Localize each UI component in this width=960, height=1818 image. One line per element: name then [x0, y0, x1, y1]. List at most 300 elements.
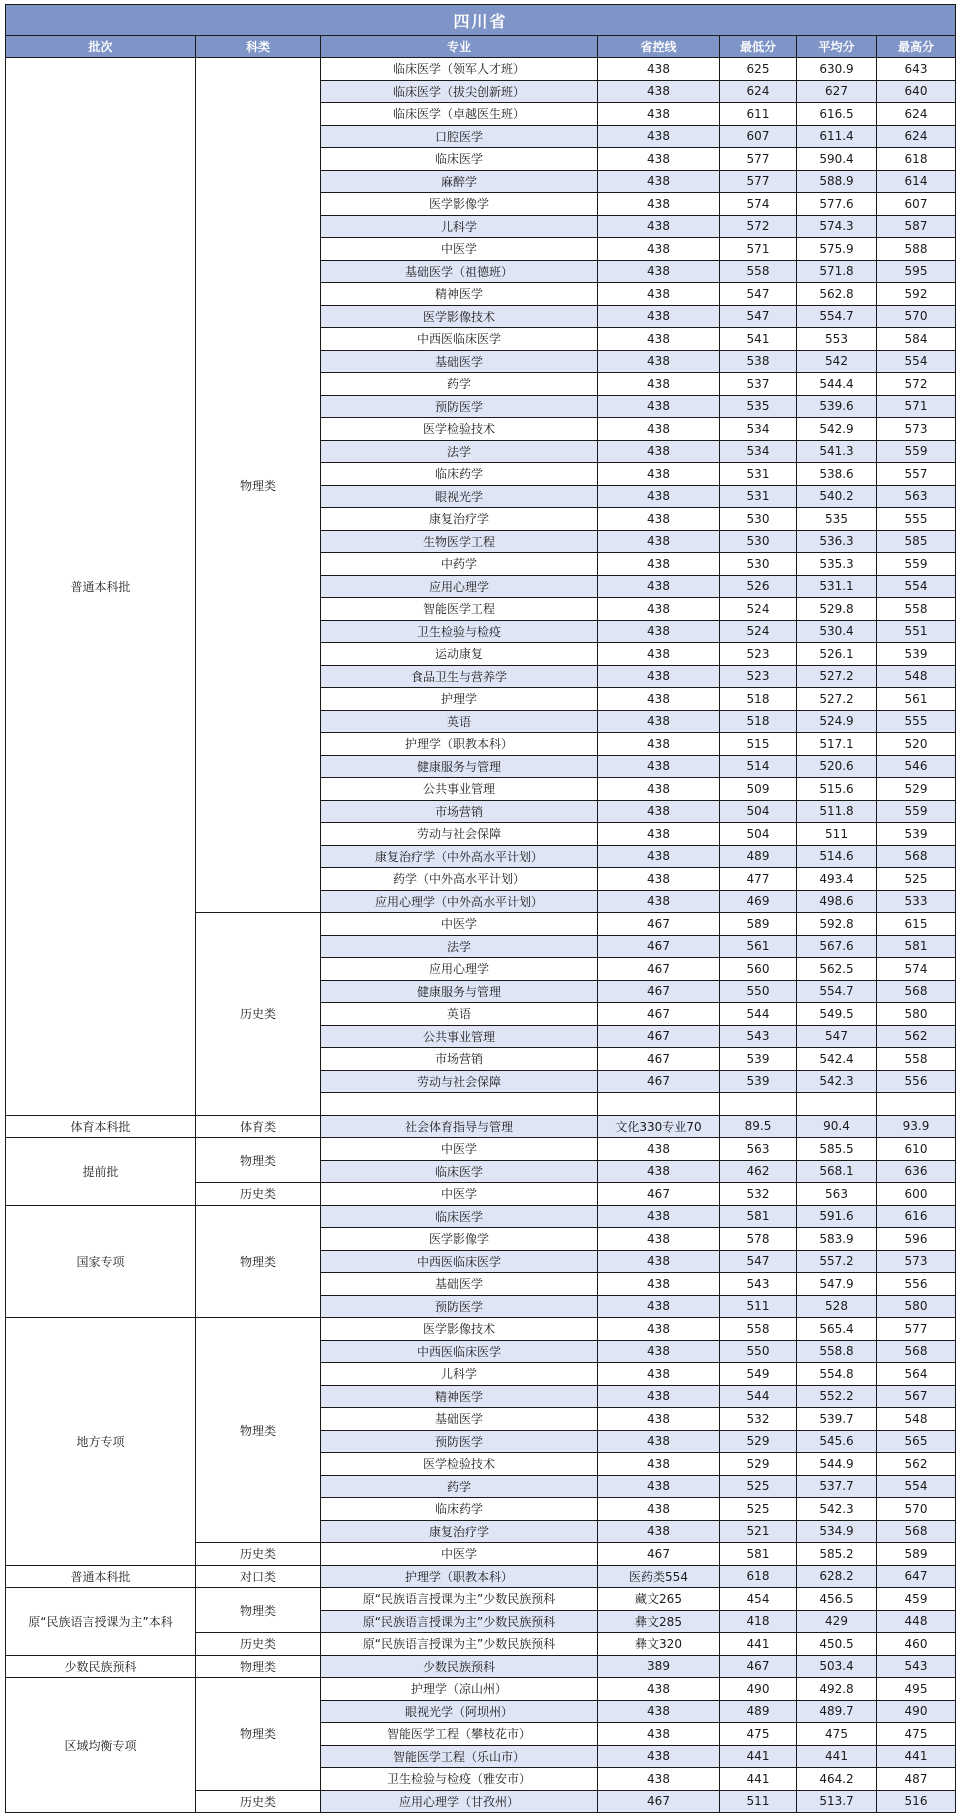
max-score-cell: 543 — [877, 1655, 956, 1678]
avg-score-cell: 527.2 — [797, 665, 877, 688]
avg-score-cell: 464.2 — [797, 1768, 877, 1791]
max-score-cell: 559 — [877, 800, 956, 823]
control-line-cell: 467 — [598, 1025, 720, 1048]
avg-score-cell: 90.4 — [797, 1115, 877, 1138]
max-score-cell: 495 — [877, 1678, 956, 1701]
major-cell: 基础医学 — [321, 1408, 598, 1431]
avg-score-cell: 554.7 — [797, 305, 877, 328]
major-cell: 中医学 — [321, 1183, 598, 1206]
major-cell: 预防医学 — [321, 1430, 598, 1453]
control-line-cell — [598, 1093, 720, 1116]
max-score-cell: 487 — [877, 1768, 956, 1791]
control-line-cell: 438 — [598, 283, 720, 306]
table-row — [6, 58, 956, 81]
max-score-cell: 640 — [877, 80, 956, 103]
avg-score-cell: 535 — [797, 508, 877, 531]
control-line-cell: 438 — [598, 755, 720, 778]
major-cell: 临床医学 — [321, 1205, 598, 1228]
control-line-cell: 438 — [598, 1700, 720, 1723]
control-line-cell: 438 — [598, 845, 720, 868]
control-line-cell: 438 — [598, 1228, 720, 1251]
control-line-cell: 438 — [598, 733, 720, 756]
min-score-cell: 530 — [720, 553, 797, 576]
max-score-cell: 643 — [877, 58, 956, 81]
min-score-cell: 571 — [720, 238, 797, 261]
max-score-cell: 600 — [877, 1183, 956, 1206]
min-score-cell: 547 — [720, 305, 797, 328]
max-score-cell — [877, 1093, 956, 1116]
major-cell: 基础医学（祖德班） — [321, 260, 598, 283]
control-line-cell: 438 — [598, 1453, 720, 1476]
category-cell: 历史类 — [196, 1633, 321, 1656]
avg-score-cell: 429 — [797, 1610, 877, 1633]
min-score-cell: 572 — [720, 215, 797, 238]
control-line-cell: 438 — [598, 1723, 720, 1746]
avg-score-cell: 571.8 — [797, 260, 877, 283]
major-cell: 精神医学 — [321, 1385, 598, 1408]
major-cell: 护理学（凉山州） — [321, 1678, 598, 1701]
control-line-cell: 438 — [598, 373, 720, 396]
avg-score-cell: 536.3 — [797, 530, 877, 553]
major-cell: 应用心理学（中外高水平计划） — [321, 890, 598, 913]
header-control-line: 省控线 — [598, 36, 720, 58]
category-cell: 对口类 — [196, 1565, 321, 1588]
min-score-cell: 544 — [720, 1385, 797, 1408]
avg-score-cell: 540.2 — [797, 485, 877, 508]
major-cell: 原“民族语言授课为主”少数民族预科 — [321, 1588, 598, 1611]
avg-score-cell: 565.4 — [797, 1318, 877, 1341]
header-avg-score: 平均分 — [797, 36, 877, 58]
major-cell: 预防医学 — [321, 395, 598, 418]
control-line-cell: 438 — [598, 1138, 720, 1161]
max-score-cell: 525 — [877, 868, 956, 891]
min-score-cell: 504 — [720, 800, 797, 823]
min-score-cell: 624 — [720, 80, 797, 103]
control-line-cell: 438 — [598, 1768, 720, 1791]
min-score-cell: 611 — [720, 103, 797, 126]
min-score-cell: 574 — [720, 193, 797, 216]
batch-cell: 普通本科批 — [6, 58, 196, 1116]
max-score-cell: 557 — [877, 463, 956, 486]
avg-score-cell: 616.5 — [797, 103, 877, 126]
major-cell: 法学 — [321, 935, 598, 958]
category-cell: 物理类 — [196, 58, 321, 913]
control-line-cell: 438 — [598, 305, 720, 328]
control-line-cell: 438 — [598, 890, 720, 913]
control-line-cell: 438 — [598, 238, 720, 261]
table-row — [6, 1678, 956, 1701]
min-score-cell: 515 — [720, 733, 797, 756]
min-score-cell: 534 — [720, 440, 797, 463]
control-line-cell: 467 — [598, 1543, 720, 1566]
max-score-cell: 546 — [877, 755, 956, 778]
category-cell: 体育类 — [196, 1115, 321, 1138]
major-cell: 应用心理学 — [321, 575, 598, 598]
control-line-cell: 467 — [598, 913, 720, 936]
header-batch: 批次 — [6, 36, 196, 58]
major-cell: 预防医学 — [321, 1295, 598, 1318]
min-score-cell: 563 — [720, 1138, 797, 1161]
max-score-cell: 580 — [877, 1003, 956, 1026]
max-score-cell: 587 — [877, 215, 956, 238]
avg-score-cell: 562.5 — [797, 958, 877, 981]
major-cell: 临床医学 — [321, 148, 598, 171]
max-score-cell: 596 — [877, 1228, 956, 1251]
avg-score-cell: 531.1 — [797, 575, 877, 598]
major-cell: 卫生检验与检疫 — [321, 620, 598, 643]
avg-score-cell: 515.6 — [797, 778, 877, 801]
max-score-cell: 615 — [877, 913, 956, 936]
avg-score-cell: 489.7 — [797, 1700, 877, 1723]
avg-score-cell: 514.6 — [797, 845, 877, 868]
control-line-cell: 467 — [598, 1183, 720, 1206]
avg-score-cell: 577.6 — [797, 193, 877, 216]
avg-score-cell: 583.9 — [797, 1228, 877, 1251]
avg-score-cell: 627 — [797, 80, 877, 103]
min-score-cell: 467 — [720, 1655, 797, 1678]
major-cell: 眼视光学（阿坝州） — [321, 1700, 598, 1723]
min-score-cell: 526 — [720, 575, 797, 598]
control-line-cell: 438 — [598, 868, 720, 891]
control-line-cell: 438 — [598, 710, 720, 733]
max-score-cell: 558 — [877, 598, 956, 621]
max-score-cell: 580 — [877, 1295, 956, 1318]
avg-score-cell: 591.6 — [797, 1205, 877, 1228]
max-score-cell: 460 — [877, 1633, 956, 1656]
major-cell: 中医学 — [321, 238, 598, 261]
avg-score-cell: 588.9 — [797, 170, 877, 193]
control-line-cell: 438 — [598, 350, 720, 373]
control-line-cell: 438 — [598, 1475, 720, 1498]
control-line-cell: 467 — [598, 935, 720, 958]
avg-score-cell: 520.6 — [797, 755, 877, 778]
avg-score-cell: 498.6 — [797, 890, 877, 913]
control-line-cell: 438 — [598, 665, 720, 688]
control-line-cell: 438 — [598, 193, 720, 216]
min-score-cell: 441 — [720, 1768, 797, 1791]
major-cell: 中西医临床医学 — [321, 328, 598, 351]
max-score-cell: 562 — [877, 1453, 956, 1476]
min-score-cell: 529 — [720, 1430, 797, 1453]
major-cell: 药学 — [321, 1475, 598, 1498]
avg-score-cell: 528 — [797, 1295, 877, 1318]
max-score-cell: 607 — [877, 193, 956, 216]
major-cell: 中药学 — [321, 553, 598, 576]
control-line-cell: 438 — [598, 1340, 720, 1363]
control-line-cell: 438 — [598, 800, 720, 823]
min-score-cell: 537 — [720, 373, 797, 396]
major-cell: 药学 — [321, 373, 598, 396]
avg-score-cell: 585.2 — [797, 1543, 877, 1566]
max-score-cell: 568 — [877, 1340, 956, 1363]
max-score-cell: 490 — [877, 1700, 956, 1723]
major-cell: 中医学 — [321, 1543, 598, 1566]
max-score-cell: 539 — [877, 823, 956, 846]
max-score-cell: 624 — [877, 125, 956, 148]
header-min-score: 最低分 — [720, 36, 797, 58]
max-score-cell: 548 — [877, 1408, 956, 1431]
control-line-cell: 438 — [598, 260, 720, 283]
major-cell: 公共事业管理 — [321, 1025, 598, 1048]
avg-score-cell: 562.8 — [797, 283, 877, 306]
major-cell: 英语 — [321, 1003, 598, 1026]
avg-score-cell: 590.4 — [797, 148, 877, 171]
major-cell: 市场营销 — [321, 1048, 598, 1071]
avg-score-cell: 554.7 — [797, 980, 877, 1003]
min-score-cell: 577 — [720, 170, 797, 193]
batch-cell: 提前批 — [6, 1138, 196, 1206]
min-score-cell: 589 — [720, 913, 797, 936]
batch-cell: 原“民族语言授课为主”本科 — [6, 1588, 196, 1656]
major-cell: 智能医学工程（乐山市） — [321, 1745, 598, 1768]
control-line-cell: 438 — [598, 170, 720, 193]
avg-score-cell: 542.4 — [797, 1048, 877, 1071]
min-score-cell: 518 — [720, 710, 797, 733]
control-line-cell: 438 — [598, 575, 720, 598]
max-score-cell: 568 — [877, 980, 956, 1003]
control-line-cell: 438 — [598, 823, 720, 846]
table-title: 四川省 — [6, 5, 956, 36]
control-line-cell: 438 — [598, 1430, 720, 1453]
min-score-cell: 521 — [720, 1520, 797, 1543]
category-cell: 历史类 — [196, 1183, 321, 1206]
min-score-cell: 441 — [720, 1633, 797, 1656]
major-cell: 眼视光学 — [321, 485, 598, 508]
category-cell: 物理类 — [196, 1205, 321, 1318]
control-line-cell: 文化330专业70 — [598, 1115, 720, 1138]
max-score-cell: 562 — [877, 1025, 956, 1048]
major-cell: 公共事业管理 — [321, 778, 598, 801]
avg-score-cell: 492.8 — [797, 1678, 877, 1701]
avg-score-cell: 511 — [797, 823, 877, 846]
avg-score-cell: 558.8 — [797, 1340, 877, 1363]
max-score-cell: 554 — [877, 350, 956, 373]
major-cell: 儿科学 — [321, 1363, 598, 1386]
control-line-cell: 彝文320 — [598, 1633, 720, 1656]
major-cell: 麻醉学 — [321, 170, 598, 193]
avg-score-cell: 542 — [797, 350, 877, 373]
control-line-cell: 438 — [598, 80, 720, 103]
max-score-cell: 610 — [877, 1138, 956, 1161]
min-score-cell: 529 — [720, 1453, 797, 1476]
max-score-cell: 554 — [877, 1475, 956, 1498]
major-cell: 护理学 — [321, 688, 598, 711]
min-score-cell: 525 — [720, 1475, 797, 1498]
max-score-cell: 570 — [877, 305, 956, 328]
major-cell: 应用心理学（甘孜州） — [321, 1790, 598, 1813]
avg-score-cell: 535.3 — [797, 553, 877, 576]
major-cell: 智能医学工程 — [321, 598, 598, 621]
control-line-cell: 438 — [598, 418, 720, 441]
max-score-cell: 584 — [877, 328, 956, 351]
avg-score-cell: 544.9 — [797, 1453, 877, 1476]
avg-score-cell: 493.4 — [797, 868, 877, 891]
min-score-cell: 525 — [720, 1498, 797, 1521]
avg-score-cell: 628.2 — [797, 1565, 877, 1588]
control-line-cell: 389 — [598, 1655, 720, 1678]
header-max-score: 最高分 — [877, 36, 956, 58]
major-cell: 基础医学 — [321, 350, 598, 373]
min-score-cell: 539 — [720, 1070, 797, 1093]
avg-score-cell: 530.4 — [797, 620, 877, 643]
major-cell: 口腔医学 — [321, 125, 598, 148]
min-score-cell: 543 — [720, 1273, 797, 1296]
min-score-cell: 538 — [720, 350, 797, 373]
min-score-cell: 550 — [720, 980, 797, 1003]
min-score-cell: 532 — [720, 1408, 797, 1431]
major-cell: 生物医学工程 — [321, 530, 598, 553]
control-line-cell: 438 — [598, 1498, 720, 1521]
max-score-cell: 585 — [877, 530, 956, 553]
major-cell: 劳动与社会保障 — [321, 1070, 598, 1093]
title-row — [6, 5, 956, 36]
min-score-cell: 549 — [720, 1363, 797, 1386]
major-cell: 医学影像学 — [321, 193, 598, 216]
avg-score-cell: 567.6 — [797, 935, 877, 958]
min-score-cell: 530 — [720, 508, 797, 531]
control-line-cell: 438 — [598, 1273, 720, 1296]
control-line-cell: 438 — [598, 620, 720, 643]
control-line-cell: 438 — [598, 395, 720, 418]
batch-cell: 普通本科批 — [6, 1565, 196, 1588]
table-row — [6, 1115, 956, 1138]
avg-score-cell: 553 — [797, 328, 877, 351]
major-cell: 健康服务与管理 — [321, 755, 598, 778]
avg-score-cell: 538.6 — [797, 463, 877, 486]
min-score-cell: 550 — [720, 1340, 797, 1363]
control-line-cell: 438 — [598, 553, 720, 576]
max-score-cell: 556 — [877, 1070, 956, 1093]
max-score-cell: 572 — [877, 373, 956, 396]
table-row — [6, 1205, 956, 1228]
avg-score-cell: 557.2 — [797, 1250, 877, 1273]
avg-score-cell: 552.2 — [797, 1385, 877, 1408]
max-score-cell: 647 — [877, 1565, 956, 1588]
max-score-cell: 573 — [877, 1250, 956, 1273]
major-cell: 护理学（职教本科） — [321, 733, 598, 756]
max-score-cell: 624 — [877, 103, 956, 126]
avg-score-cell: 503.4 — [797, 1655, 877, 1678]
min-score-cell: 489 — [720, 1700, 797, 1723]
major-cell: 儿科学 — [321, 215, 598, 238]
score-table-container — [5, 4, 955, 1813]
control-line-cell: 438 — [598, 778, 720, 801]
max-score-cell: 555 — [877, 710, 956, 733]
max-score-cell: 516 — [877, 1790, 956, 1813]
major-cell: 卫生检验与检疫（雅安市） — [321, 1768, 598, 1791]
major-cell: 运动康复 — [321, 643, 598, 666]
max-score-cell: 529 — [877, 778, 956, 801]
avg-score-cell: 585.5 — [797, 1138, 877, 1161]
max-score-cell: 589 — [877, 1543, 956, 1566]
control-line-cell: 438 — [598, 1205, 720, 1228]
control-line-cell: 438 — [598, 463, 720, 486]
min-score-cell: 535 — [720, 395, 797, 418]
major-cell: 医学影像技术 — [321, 1318, 598, 1341]
control-line-cell: 438 — [598, 440, 720, 463]
control-line-cell: 医药类554 — [598, 1565, 720, 1588]
max-score-cell: 559 — [877, 440, 956, 463]
control-line-cell: 438 — [598, 643, 720, 666]
min-score-cell: 531 — [720, 485, 797, 508]
control-line-cell: 467 — [598, 1070, 720, 1093]
min-score-cell — [720, 1093, 797, 1116]
avg-score-cell: 475 — [797, 1723, 877, 1746]
avg-score-cell: 574.3 — [797, 215, 877, 238]
max-score-cell: 568 — [877, 1520, 956, 1543]
avg-score-cell: 456.5 — [797, 1588, 877, 1611]
max-score-cell: 441 — [877, 1745, 956, 1768]
max-score-cell: 558 — [877, 1048, 956, 1071]
avg-score-cell: 554.8 — [797, 1363, 877, 1386]
control-line-cell: 467 — [598, 958, 720, 981]
min-score-cell: 532 — [720, 1183, 797, 1206]
min-score-cell: 625 — [720, 58, 797, 81]
min-score-cell: 511 — [720, 1295, 797, 1318]
category-cell: 物理类 — [196, 1588, 321, 1633]
control-line-cell: 438 — [598, 1678, 720, 1701]
min-score-cell: 462 — [720, 1160, 797, 1183]
major-cell: 法学 — [321, 440, 598, 463]
min-score-cell: 514 — [720, 755, 797, 778]
max-score-cell: 520 — [877, 733, 956, 756]
max-score-cell: 565 — [877, 1430, 956, 1453]
control-line-cell: 438 — [598, 530, 720, 553]
control-line-cell: 藏文265 — [598, 1588, 720, 1611]
max-score-cell: 618 — [877, 148, 956, 171]
max-score-cell: 93.9 — [877, 1115, 956, 1138]
avg-score-cell: 630.9 — [797, 58, 877, 81]
category-cell: 历史类 — [196, 1543, 321, 1566]
max-score-cell: 571 — [877, 395, 956, 418]
table-row — [6, 1138, 956, 1161]
max-score-cell: 568 — [877, 845, 956, 868]
batch-cell: 区域均衡专项 — [6, 1678, 196, 1813]
major-cell: 智能医学工程（攀枝花市） — [321, 1723, 598, 1746]
avg-score-cell: 549.5 — [797, 1003, 877, 1026]
min-score-cell: 509 — [720, 778, 797, 801]
control-line-cell: 438 — [598, 215, 720, 238]
max-score-cell: 555 — [877, 508, 956, 531]
min-score-cell: 581 — [720, 1543, 797, 1566]
min-score-cell: 531 — [720, 463, 797, 486]
major-cell: 临床医学（领军人才班） — [321, 58, 598, 81]
max-score-cell: 595 — [877, 260, 956, 283]
min-score-cell: 524 — [720, 598, 797, 621]
min-score-cell: 541 — [720, 328, 797, 351]
min-score-cell: 518 — [720, 688, 797, 711]
control-line-cell: 438 — [598, 328, 720, 351]
avg-score-cell: 529.8 — [797, 598, 877, 621]
avg-score-cell: 524.9 — [797, 710, 877, 733]
avg-score-cell: 526.1 — [797, 643, 877, 666]
min-score-cell: 418 — [720, 1610, 797, 1633]
max-score-cell: 448 — [877, 1610, 956, 1633]
control-line-cell: 467 — [598, 1003, 720, 1026]
avg-score-cell: 513.7 — [797, 1790, 877, 1813]
avg-score-cell: 592.8 — [797, 913, 877, 936]
control-line-cell: 438 — [598, 103, 720, 126]
major-cell: 中西医临床医学 — [321, 1250, 598, 1273]
major-cell: 临床药学 — [321, 1498, 598, 1521]
min-score-cell: 534 — [720, 418, 797, 441]
avg-score-cell: 541.3 — [797, 440, 877, 463]
control-line-cell: 438 — [598, 1160, 720, 1183]
min-score-cell: 547 — [720, 1250, 797, 1273]
max-score-cell: 573 — [877, 418, 956, 441]
min-score-cell: 490 — [720, 1678, 797, 1701]
avg-score-cell: 517.1 — [797, 733, 877, 756]
